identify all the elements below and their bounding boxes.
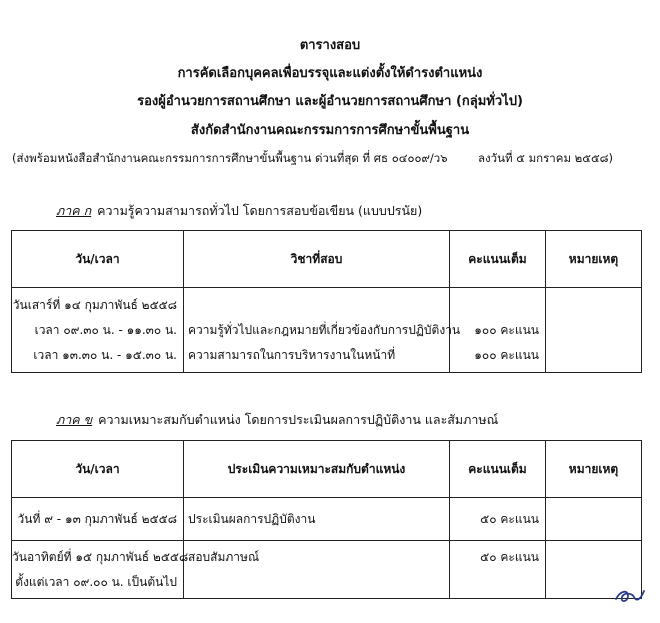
section-a-heading <box>56 201 422 221</box>
table-row <box>12 541 642 599</box>
table-header-row <box>12 231 642 288</box>
reference-note: (ส่งพร้อมหนังสือสำนักงานคณะกรรมการการศึกษาขั้นพื้นฐาน ด่วนที่สุด ที่ ศธ ๐๔๐๐๙/ว๖ <box>12 151 448 165</box>
exam-time-afternoon: เวลา ๑๓.๓๐ น. - ๑๕.๓๐ น. <box>33 347 177 362</box>
col-header-score: คะแนนเต็ม <box>450 441 546 498</box>
subject-cell <box>184 288 461 373</box>
assessment-item: ประเมินผลการปฏิบัติงาน <box>188 511 316 526</box>
table-row <box>12 288 642 373</box>
handwritten-initial <box>614 583 646 607</box>
col-header-datetime: วัน/เวลา <box>12 441 184 498</box>
section-b-table <box>11 440 642 599</box>
table-row <box>12 498 642 541</box>
score-value: ๑๐๐ คะแนน <box>474 322 539 337</box>
remarks-cell <box>546 498 642 541</box>
assessment-item: สอบสัมภาษณ์ <box>188 549 260 564</box>
assessment-cell <box>184 498 450 541</box>
assessment-date: วันที่ ๙ - ๑๓ กุมภาพันธ์ ๒๕๕๘ <box>17 511 177 526</box>
score-cell <box>450 498 546 541</box>
col-header-assessment: ประเมินความเหมาะสมกับตำแหน่ง <box>184 441 450 498</box>
interview-date: วันอาทิตย์ที่ ๑๕ กุมภาพันธ์ ๒๕๕๘ <box>12 549 189 564</box>
section-a-table <box>11 230 642 373</box>
subtitle-line-3: รองผู้อำนวยการสถานศึกษา และผู้อำนวยการสถานศึกษา (กลุ่มทั่วไป) <box>137 94 523 109</box>
section-a-tag: ภาค ก <box>56 203 92 218</box>
section-b-heading <box>56 410 498 430</box>
subtitle-line-4: สังกัดสำนักงานคณะกรรมการการศึกษาขั้นพื้นฐาน <box>190 123 470 138</box>
exam-time-morning: เวลา ๐๙.๓๐ น. - ๑๑.๓๐ น. <box>34 322 177 337</box>
score-cell <box>450 541 546 599</box>
reference-date: ลงวันที่ ๕ มกราคม ๒๕๕๘) <box>478 151 614 165</box>
section-a-title: ความรู้ความสามารถทั่วไป โดยการสอบข้อเขียน (แบบปรนัย) <box>97 203 423 218</box>
interview-time: ตั้งแต่เวลา ๐๙.๐๐ น. เป็นต้นไป <box>15 574 177 589</box>
score-value: ๕๐ คะแนน <box>480 549 539 564</box>
datetime-cell <box>12 288 184 373</box>
datetime-cell <box>12 498 184 541</box>
section-b-tag: ภาค ข <box>56 412 93 427</box>
col-header-score: คะแนนเต็ม <box>450 231 546 288</box>
remarks-cell <box>546 288 642 373</box>
subject-general-knowledge: ความรู้ทั่วไปและกฎหมายที่เกี่ยวข้องกับการปฏิบัติงาน <box>188 322 461 337</box>
subtitle-line-2: การคัดเลือกบุคคลเพื่อบรรจุและแต่งตั้งให้ดำรงตำแหน่ง <box>177 66 483 81</box>
col-header-datetime: วัน/เวลา <box>12 231 184 288</box>
score-value: ๕๐ คะแนน <box>480 511 539 526</box>
col-header-remarks: หมายเหตุ <box>546 231 642 288</box>
score-cell <box>450 288 546 373</box>
exam-date: วันเสาร์ที่ ๑๔ กุมภาพันธ์ ๒๕๕๘ <box>12 297 177 312</box>
score-value: ๑๐๐ คะแนน <box>474 347 539 362</box>
table-header-row <box>12 441 642 498</box>
col-header-subject: วิชาที่สอบ <box>184 231 450 288</box>
col-header-remarks: หมายเหตุ <box>546 441 642 498</box>
document-title: ตารางสอบ <box>299 38 361 53</box>
subject-management: ความสามารถในการบริหารงานในหน้าที่ <box>188 347 396 362</box>
assessment-cell <box>184 541 450 599</box>
datetime-cell <box>12 541 189 599</box>
section-b-title: ความเหมาะสมกับตำแหน่ง โดยการประเมินผลการปฏิบัติงาน และสัมภาษณ์ <box>98 412 499 427</box>
